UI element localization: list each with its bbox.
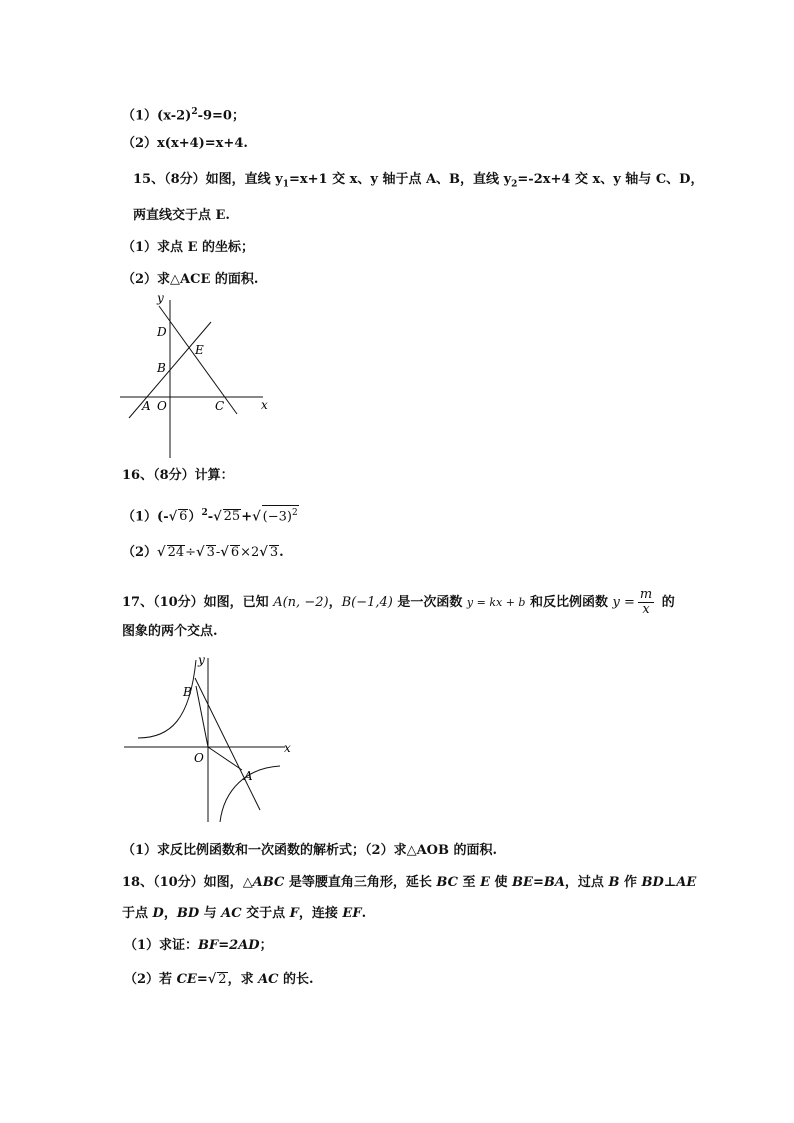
p16-q2: （2）√ 24÷√ 3-√ 6×2√ 3.	[122, 545, 284, 560]
label-y: y	[157, 291, 164, 305]
p18-line1: 18、（10分）如图，△ABC 是等腰直角三角形，延长 BC 至 E 使 BE=BA，过点 B 作 BD⊥AE	[122, 875, 697, 890]
p16-q1: （1）(-√ 6）$^2$-√ 25+√ $(-3)^2$	[122, 505, 299, 525]
label-x: x	[284, 741, 291, 755]
p16-title: 16、（8分）计算：	[122, 468, 234, 483]
hyperbola-branch-upper-left	[138, 660, 196, 738]
label-A: A	[142, 399, 151, 413]
p15-figure	[115, 288, 275, 460]
p17-questions: （1）求反比例函数和一次函数的解析式；（2）求△AOB 的面积.	[122, 843, 498, 858]
fraction-m-over-x: $\frac{m}{x}$	[639, 587, 653, 617]
segment-OB	[196, 686, 208, 747]
label-E: E	[195, 343, 204, 357]
label-D: D	[157, 325, 167, 339]
p15-line1: 15、（8分）如图，直线 $y_1=x+1$ 交 x、y 轴于点 A、B，直线 $y_2=-2x+4$ 交 x、y 轴与 C、D，	[133, 172, 704, 190]
p17-line2: 图象的两个交点.	[122, 624, 218, 639]
label-B: B	[183, 685, 192, 699]
label-A: A	[244, 769, 253, 783]
label-O: O	[157, 399, 167, 413]
p15-line2: 两直线交于点 E.	[133, 208, 230, 223]
label-C: C	[215, 399, 225, 413]
label-x: x	[261, 398, 268, 412]
p15-q2: （2）求△ACE 的面积.	[122, 272, 259, 287]
p17-line1: 17、（10分）如图，已知 A(n, −2)，B(−1,4) 是一次函数 y = kx + b 和反比例函数 y = $\frac{m}{x}$ 的	[122, 587, 675, 617]
label-B: B	[157, 361, 166, 375]
p14-q1: $(1)(x-2)^2-9=0$；	[122, 107, 245, 124]
p18-q2: （2）若 CE=√ 2，求 AC 的长.	[124, 972, 314, 987]
label-O: O	[194, 751, 204, 765]
line-y2	[159, 306, 237, 414]
linear-function-line	[195, 678, 260, 810]
p18-q1: （1）求证：BF=2AD；	[124, 938, 273, 953]
segment-OA	[208, 747, 242, 770]
p18-line2: 于点 D，BD 与 AC 交于点 F，连接 EF.	[122, 906, 367, 921]
p14-q2: （2）x(x+4)=x+4.	[122, 136, 248, 151]
p17-figure	[120, 650, 300, 825]
p15-q1: （1）求点 E 的坐标；	[122, 240, 255, 255]
label-y: y	[198, 653, 205, 667]
